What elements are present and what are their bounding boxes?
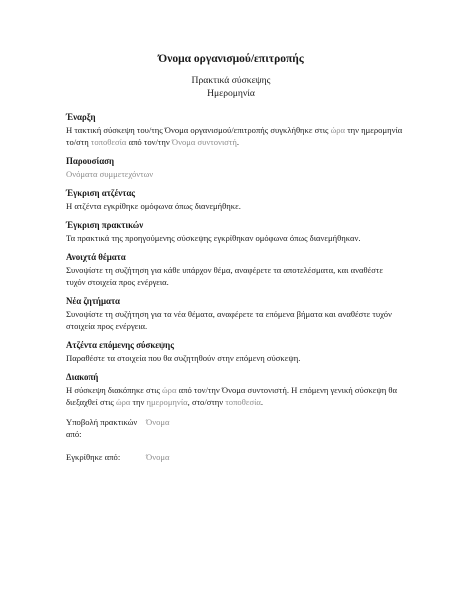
time-placeholder: ώρα xyxy=(162,385,177,395)
section-heading: Ατζέντα επόμενης σύσκεψης xyxy=(66,340,174,350)
document-subtitle: Πρακτικά σύσκεψης xyxy=(191,75,271,86)
section-heading: Νέα ζητήματα xyxy=(66,296,120,306)
minutes-content xyxy=(66,112,404,463)
body-text: Η σύσκεψη διακόπηκε στις xyxy=(66,385,163,395)
section-minutes-approval xyxy=(66,220,404,244)
document-date: Ημερομηνία xyxy=(207,88,255,99)
section-body: Συνοψίστε τη συζήτηση για τα νέα θέματα, αναφέρετε τα επόμενα βήματα και αναθέστε τυχόν στοιχεία προς ενέργεια. xyxy=(66,309,392,331)
body-text: την ημερομηνία το/στη xyxy=(66,125,403,147)
section-attendance xyxy=(66,156,404,180)
date-placeholder: ημερομηνία xyxy=(146,397,188,407)
approved-by-row xyxy=(66,451,404,463)
facilitator-placeholder: Όνομα συντονιστή xyxy=(171,137,237,147)
body-text: από τον/την xyxy=(126,137,172,147)
section-heading: Έγκριση ατζέντας xyxy=(66,188,136,198)
section-heading: Ανοιχτά θέματα xyxy=(66,252,126,262)
section-next-agenda xyxy=(66,340,404,364)
section-heading: Έναρξη xyxy=(66,112,96,122)
section-body: Συνοψίστε τη συζήτηση για κάθε υπάρχον θέμα, αναφέρετε τα αποτελέσματα, και αναθέστε τυχόν στοιχεία προς ενέργεια. xyxy=(66,265,383,287)
section-body: Τα πρακτικά της προηγούμενης σύσκεψης εγκρίθηκαν ομόφωνα όπως διανεμήθηκαν. xyxy=(66,233,361,243)
body-text: . xyxy=(236,137,239,147)
section-body xyxy=(66,384,404,408)
section-body: Η ατζέντα εγκρίθηκε ομόφωνα όπως διανεμήθηκε. xyxy=(66,201,241,211)
body-text: , στο/στην xyxy=(187,397,226,407)
body-text: την xyxy=(130,397,147,407)
organization-title: Όνομα οργανισμού/επιτροπής xyxy=(158,53,304,65)
section-adjournment xyxy=(66,372,404,408)
submitted-by-row xyxy=(66,416,404,440)
approved-by-name-placeholder: Όνομα xyxy=(146,452,170,462)
submitted-by-name-placeholder: Όνομα xyxy=(146,417,170,427)
section-open-issues xyxy=(66,252,404,288)
section-agenda-approval xyxy=(66,188,404,212)
time-placeholder: ώρα xyxy=(330,125,346,135)
attendees-placeholder: Ονόματα συμμετεχόντων xyxy=(66,169,154,179)
submitted-by-label: Υποβολή πρακτικών από: xyxy=(66,417,138,439)
section-body: Παραθέστε τα στοιχεία που θα συζητηθούν στην επόμενη σύσκεψη. xyxy=(66,353,301,363)
body-text: Η τακτική σύσκεψη του/της Όνομα οργανισμού/επιτροπής συγκλήθηκε στις xyxy=(66,125,331,135)
section-heading: Παρουσίαση xyxy=(66,156,115,166)
body-text: από τον/την Όνομα συντονιστή. Η επόμενη γενική σύσκεψη θα διεξαχθεί στις xyxy=(66,385,398,407)
section-body xyxy=(66,124,404,148)
section-heading: Έγκριση πρακτικών xyxy=(66,220,144,230)
section-heading: Διακοπή xyxy=(66,372,99,382)
approved-by-label: Εγκρίθηκε από: xyxy=(66,452,121,462)
location-placeholder: τοποθεσία xyxy=(90,137,127,147)
section-new-business xyxy=(66,296,404,332)
time-placeholder: ώρα xyxy=(115,397,131,407)
location-placeholder: τοποθεσία xyxy=(225,397,261,407)
body-text: . xyxy=(260,397,264,407)
section-opening xyxy=(66,112,404,148)
